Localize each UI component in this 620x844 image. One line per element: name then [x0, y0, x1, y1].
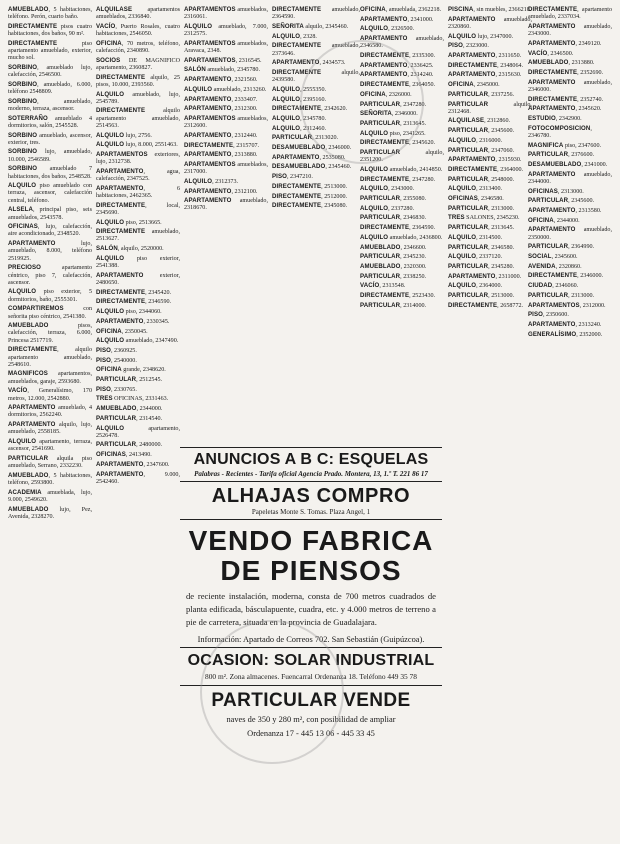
factory-ad-contact: Información: Apartado de Correos 702. San Sebastián (Guipúzcoa). [197, 635, 425, 644]
classified-ad: PARTICULAR, 2314000. [360, 301, 427, 309]
classified-ad: APARTAMENTO, 2341000. [360, 15, 434, 23]
classified-ad: DIRECTAMENTE, 2347280. [360, 175, 436, 183]
classified-ad: DIRECTAMENTE, 2352740. [528, 95, 604, 103]
classified-ad: PARTICULAR, 2480000. [96, 441, 163, 449]
classified-ad: ALQUILO, 2328. [272, 32, 317, 40]
classified-ad: OFICINAS, 2346580. [448, 195, 504, 203]
classified-ad: AMUEBLADO lujo, Pez, Avenida, 2328270. [8, 505, 92, 520]
particular-ad-contact: Ordenanza 17 - 445 13 06 - 445 33 45 [247, 729, 375, 738]
classified-ad: PARTICULAR, 2345280. [448, 262, 515, 270]
classified-ad: ALQUILO, 2345780. [272, 114, 327, 122]
classified-ad: SOTERRAÑO amueblado 4 dormitorios, salón, 2545528. [8, 114, 92, 129]
classified-ad: AMUEBLADO, 2344000. [96, 405, 163, 413]
classified-ad: ALQUILO piso exterior, 2541388. [96, 254, 180, 270]
classified-ad: DIRECTAMENTE alquilo, 25 pisos, 10.000, 2393560. [96, 73, 180, 88]
classified-ad: DIRECTAMENTE, 2346000. [528, 272, 604, 280]
classified-ad: PISO, 2323000. [448, 42, 489, 50]
classified-ad: OFICINA, 2344000. [528, 216, 580, 224]
classified-ad: ALQUILO lujo, 2756. [96, 131, 152, 139]
classified-ad: DIRECTAMENTE piso apartamento amueblado, exterior, mucho sol. [8, 39, 92, 62]
classified-ad: APARTAMENTO, 2321560. [184, 76, 258, 84]
classified-column-3 [184, 6, 268, 442]
classified-ad: APARTAMENTO exterior, 2480650. [96, 271, 180, 286]
classified-ad: APARTAMENTO amueblado, 2350000. [528, 226, 612, 241]
classified-ad: APARTAMENTO amueblado, 2346000. [528, 78, 612, 93]
classified-ad: DIRECTAMENTE, 2658772. [448, 301, 524, 309]
classified-ad: ALQUILO, 2312460. [272, 124, 327, 132]
classified-ad: DIRECTAMENTE, 2352690. [528, 68, 604, 76]
solar-ad-body: 800 m². Zona almacenes. Fuencarral Ordenanza 18. Teléfono 449 35 78 [205, 672, 417, 681]
classified-ad: DIRECTAMENTE alquilo apartamento amueblado, 2514563. [96, 107, 180, 129]
classified-ad: APARTAMENTO lujo, amueblado, 8.000, teléfono 2519925. [8, 240, 92, 262]
classified-ad: OFICINA, 70 metros, teléfono, calefacción, 2340890. [96, 39, 180, 55]
classified-ad: PARTICULAR, 2337256. [448, 90, 515, 98]
classified-ad: VACÍO, 2346500. [528, 49, 574, 57]
classified-ad: SORBINO, amueblado lujo, calefacción, 2546500. [8, 63, 92, 79]
classified-ad: DIRECTAMENTE, 2364050. [360, 81, 436, 89]
classified-ad: ALQUILO, 2316000. [448, 136, 503, 144]
classified-ad: PARTICULAR, 2364990. [528, 243, 595, 251]
classified-ad: APARTAMENTO, 2312440. [184, 131, 258, 139]
classified-ad: PARTICULAR, 2346830. [360, 214, 427, 222]
classified-ad: ALQUILO, 2326500. [360, 25, 415, 33]
classified-ad: APARTAMENTOS amueblados, 2312600. [184, 114, 268, 130]
jewels-ad-subtitle: Papeletas Monte S. Tomas. Plaza Angel, 1 [251, 508, 371, 516]
particular-ad-body: naves de 350 y 280 m², con posibilidad de ampliar [226, 715, 396, 724]
classified-ad: DIRECTAMENTE amueblado, 2513627. [96, 228, 180, 243]
classified-ad: DIRECTAMENTE pisos cuatro habitaciones, dos baños, 90 m². [8, 22, 92, 38]
classified-ad: ALQUILO piso, 2341265. [360, 129, 426, 137]
classified-ad: APARTAMENTO, 2434573. [272, 59, 346, 67]
classified-ad: APARTAMENTO amueblado, 2346580. [360, 35, 444, 50]
classified-ad: VACÍO, Puerto Rosales, cuatro habitaciones, 2546050. [96, 22, 180, 38]
classified-ad: ALQUILO, 2555350. [272, 85, 327, 93]
classified-ad: PARTICULAR, 2313645. [448, 224, 515, 232]
classified-ad: ALQUILO, 2314500. [448, 233, 503, 241]
classified-ad: ALQUILO, 2343000. [360, 185, 415, 193]
classified-ad: APARTAMENTO, 2349120. [528, 39, 602, 47]
classified-ad: ALQUILASE, 2312860. [448, 117, 511, 125]
classified-ad: APARTAMENTO, 2330345. [96, 317, 170, 325]
watermark-stamp [200, 620, 344, 764]
classified-ad: COMPARTIREMOS con señorita piso céntrico, 2541380. [8, 305, 92, 320]
classified-ad: APARTAMENTOS amueblados, 2317000. [184, 160, 268, 176]
classified-ad: OFICINAS, 2313000. [528, 187, 584, 195]
classified-ad: DIRECTAMENTE, 2345420. [96, 288, 172, 296]
classified-ad: ALQUILO amueblado, 2436800. [360, 233, 443, 241]
classified-ad: DIRECTAMENTE, 2364590. [360, 224, 436, 232]
classified-ad: ALQUILASE apartamentos amueblados, 2336840. [96, 6, 180, 21]
classified-ad: DIRECTAMENTE, 2346590. [96, 298, 172, 306]
classified-ad: ALQUILO amueblado, lujo, 2545789. [96, 90, 180, 105]
classified-ad: TRES SALONES, 2345230. [448, 214, 520, 222]
classified-ad: PARTICULAR, 2313000. [528, 291, 595, 299]
classified-ad: APARTAMENTO, 2313240. [528, 320, 602, 328]
classified-ad: SORBINO, amueblado, moderno, terraza, ascensor. [8, 97, 92, 112]
classified-ad: APARTAMENTO, 2535080. [272, 153, 346, 161]
classified-ad: OFICINA grande, 2348620. [96, 366, 166, 374]
classified-ad: ALQUILO piso, 2513665. [96, 218, 162, 226]
classified-ad: PISO, 2330765. [96, 385, 137, 393]
classified-ad: APARTAMENTO, 9.000, 2542460. [96, 470, 180, 485]
classified-ad: DIRECTAMENTE, 2364000. [448, 165, 524, 173]
classified-ad: SOCIOS DE MAGNIFICO apartamento, 2360827. [96, 56, 180, 71]
classified-ad: ALSELA, principal piso, seis amueblados, 2543578. [8, 206, 92, 221]
classified-ad: ALQUILO, 2337120. [448, 253, 503, 261]
classified-ad: PARTICULAR, 2338250. [360, 272, 427, 280]
classified-ad: APARTAMENTOS amueblados, Aravaca, 2348. [184, 39, 268, 55]
classified-ad: APARTAMENTO, agua, calefacción, 2347525. [96, 167, 180, 183]
classified-ad: DIRECTAMENTE, 2513000. [272, 182, 348, 190]
classified-ad: AMUEBLADO, 5 habitaciones, teléfono, 2593800. [8, 471, 92, 487]
classified-ad: PARTICULAR, 2512545. [96, 376, 163, 384]
classified-ad: PARTICULAR, 2346580. [448, 243, 515, 251]
classified-ad: DIRECTAMENTE, alquilo apartamento amueblado, 2548610. [8, 346, 92, 368]
classified-ad: OFICINA, 2345000. [448, 81, 500, 89]
classified-ad: MAGNIFICOS apartamentos, amueblados, garaje, 2593680. [8, 370, 92, 385]
classified-ad: ALQUILO, 2337280. [360, 204, 415, 212]
classified-ad: AMUEBLADO, 5 habitaciones, teléfono. Perón, cuarto baño. [8, 6, 92, 21]
classified-ad: ALQUILO, 2395160. [272, 95, 327, 103]
classified-ad: APARTAMENTO, 2345620. [528, 105, 602, 113]
classified-ad: AMUEBLADO, 2320300. [360, 262, 427, 270]
classified-ad: ALQUILO, 2312373. [184, 177, 239, 185]
classified-ad: AVENIDA, 2320860. [528, 262, 582, 270]
classified-ad: DIRECTAMENTE, 2335300. [360, 52, 436, 60]
classified-ad: APARTAMENTO amueblado, 2320860. [448, 15, 532, 30]
classified-ad: DIRECTAMENTE amueblado, 2373646. [272, 42, 360, 57]
classified-ad: ALQUILO apartamento, 2526478. [96, 424, 180, 439]
classified-ad: DIRECTAMENTE, local, 2345690. [96, 201, 180, 216]
classified-ad: PISO, 2350600. [528, 311, 569, 319]
classified-ad: APARTAMENTO, 2314240. [360, 71, 434, 79]
factory-ad-body: de reciente instalación, moderna, consta de 700 metros cuadrados de planta edificada, básculapuente, cuadra, etc. y 4.000 metros de terreno a pie de carretera, situada en la provincia de Guadalajara. [186, 591, 436, 627]
abc-ad-title: ANUNCIOS A B C: ESQUELAS [193, 451, 429, 468]
classified-ad: SORBINO amueblado 7 habitaciones, dos baños, 2548528. [8, 165, 92, 180]
classified-ad: PISO, 2360925. [96, 346, 137, 354]
classified-ad: PARTICULAR, 2314540. [96, 414, 163, 422]
classified-ad: APARTAMENTO amueblado, 4 dormitorios, 2562240. [8, 404, 92, 419]
classified-ad: DIRECTAMENTE, 2315707. [184, 141, 260, 149]
classified-ad: PARTICULAR, 2347280. [360, 100, 427, 108]
classified-ad: PISO, 2540000. [96, 356, 137, 364]
classified-ad: DESAMUEBLADO, 2346000. [272, 144, 352, 152]
classified-ad: ALQUILO amueblado, 7.000, 2312575. [184, 22, 268, 38]
classified-ad: APARTAMENTO, 2313880. [184, 151, 258, 159]
classified-ad: PARTICULAR, 2345600. [528, 197, 595, 205]
factory-ad-title: VENDO FABRICA DE PIENSOS [188, 525, 434, 586]
classified-ad: PARTICULAR, 2313020. [272, 134, 339, 142]
classified-ad: OFICINA, 2326000. [360, 90, 412, 98]
classified-ad: APARTAMENTO, 2312300. [184, 105, 258, 113]
classified-ad: PARTICULAR, 2313645. [360, 119, 427, 127]
classified-ad: DESAMUEBLADO, 2341000. [528, 160, 608, 168]
classified-ad: APARTAMENTO alquilo, lujo, amueblado, 2558185. [8, 421, 92, 436]
classified-ad: APARTAMENTO amueblado, 2343000. [528, 22, 612, 38]
classified-column-2 [96, 6, 180, 838]
classified-ad: ALQUILO piso amueblado con terraza, ascensor, calefacción central, teléfono. [8, 182, 92, 204]
classified-ad: SALÓN, alquilo, 2520000. [96, 245, 164, 253]
classified-ad: ALQUILO piso, 2344060. [96, 308, 162, 316]
classified-ad: OFICINAS, 2413490. [96, 451, 152, 459]
classified-ad: SEÑORITA, 2346000. [360, 110, 418, 118]
classified-ad: PARTICULAR alquilo, 2312468. [448, 100, 532, 115]
classified-ad: APARTAMENTO, 2347600. [96, 460, 170, 468]
classified-ad: MAGNIFICA piso, 2347600. [528, 141, 602, 149]
classified-ad: PARTICULAR, 2313000. [448, 204, 515, 212]
classified-ad: APARTAMENTO, 2311650. [448, 52, 522, 60]
classified-ad: AMUEBLADO, 2313880. [528, 59, 595, 67]
classified-ad: ALQUILO amueblado, 2414850. [360, 165, 443, 173]
classified-ad: APARTAMENTO, 2315630. [448, 71, 522, 79]
watermark-stamp [300, 40, 424, 164]
classified-ad: PRECIOSO apartamento céntrico, piso 7, calefacción, ascensor. [8, 264, 92, 286]
classified-ad: ESTUDIO, 2342900. [528, 114, 582, 122]
classified-ad: ALQUILO apartamento, terraza, ascensor, 2541690. [8, 438, 92, 453]
classified-ad: CIUDAD, 2346060. [528, 282, 579, 290]
classified-ad: DIRECTAMENTE, 2512000. [272, 192, 348, 200]
classified-ad: DIRECTAMENTE alquilo, 2439580. [272, 68, 360, 84]
classified-ad: PARTICULAR alquila piso amueblado, Serrano, 2332230. [8, 454, 92, 470]
solar-ad-title: OCASION: SOLAR INDUSTRIAL [187, 652, 435, 669]
classified-ad: VACÍO, 2313548. [360, 282, 406, 290]
classified-ad: PARTICULAR, 2548000. [448, 175, 515, 183]
classified-ad: GENERALÍSIMO, 2352000. [528, 330, 603, 338]
classified-ad: SEÑORITA alquilo, 2345460. [272, 22, 349, 30]
classified-ad: DIRECTAMENTE amueblado, 2364590. [272, 6, 360, 21]
classified-ad: ALQUILO lujo, 2347000. [448, 32, 514, 40]
classified-ad: APARTAMENTO, 2336425. [360, 61, 434, 69]
classified-ad: APARTAMENTO, 2315930. [448, 156, 522, 164]
classified-ad: SALÓN amueblado, 2345780. [184, 66, 260, 74]
classified-ad: ALQUILO lujo, 8.000, 2551463. [96, 141, 178, 149]
classified-ad: ALQUILO amueblado, 2347490. [96, 337, 179, 345]
classified-ad: TRES OFICINAS, 2331463. [96, 395, 169, 403]
particular-ad-title: PARTICULAR VENDE [211, 690, 411, 711]
classified-column-1 [8, 6, 92, 838]
classified-ad: PARTICULAR, 2345600. [448, 127, 515, 135]
classified-ad: APARTAMENTO amueblado, 2318670. [184, 197, 268, 212]
classified-ad: APARTAMENTO, 2311000. [448, 272, 522, 280]
abc-ad-subtitle: Palabras - Recientes - Tarifa oficial Agencia Prado. Montera, 13, 1.º T. 221 86 17 [194, 470, 428, 478]
classified-ad: APARTAMENTO, 2312100. [184, 187, 258, 195]
classified-column-7 [528, 6, 612, 838]
classified-ad: APARTAMENTO amueblado, 2344000. [528, 170, 612, 185]
classified-ad: ALQUILO piso exterior, 5 dormitorios, baño, 2555301. [8, 288, 92, 303]
classified-ad: ALQUILO amueblado, 2313260. [184, 85, 267, 93]
classified-ad: DIRECTAMENTE, apartamento amueblado, 2337034. [528, 6, 612, 21]
classified-ad: DIRECTAMENTE, 2348064. [448, 61, 524, 69]
classified-ad: PARTICULAR, 2345230. [360, 253, 427, 261]
classified-ad: APARTAMENTOS amueblados, 2316061. [184, 6, 268, 21]
classified-ad: ALQUILO, 2364000. [448, 282, 503, 290]
classified-ad: APARTAMENTO, 6 habitaciones, 2462365. [96, 184, 180, 199]
classified-ad: PARTICULAR, 2355080. [360, 195, 427, 203]
classified-ad: ACADEMIA amueblada, lujo, 9.000, 2549620. [8, 488, 92, 503]
classified-ad: PISCINA, sin muebles, 2366218. [448, 6, 532, 13]
classified-ad: PARTICULAR, 2513000. [448, 292, 515, 300]
classified-ad: DIRECTAMENTE, 2523430. [360, 292, 436, 300]
classified-ad: DIRECTAMENTE, 2345080. [272, 202, 348, 210]
jewels-ad-title: ALHAJAS COMPRO [211, 485, 411, 507]
classified-ad: ALQUILO, 2313400. [448, 185, 503, 193]
classified-ad: VACÍO, Generalísimo, 170 metros, 12.000, 2542880. [8, 387, 92, 402]
classified-ad: OFICINA, amueblada, 2362218. [360, 6, 442, 13]
classified-ad: SOCIAL, 2345600. [528, 252, 578, 260]
classified-ad: AMUEBLADO pisos, calefacción, terraza, 6.000, Princesa 2517719. [8, 322, 92, 344]
classified-ad: APARTAMENTOS exteriores, lujo, 2312738. [96, 150, 180, 166]
classified-ad: FOTOCOMPOSICION, 2346780. [528, 124, 592, 139]
classified-column-6 [448, 6, 532, 838]
classified-ad: PISO, 2347210. [272, 173, 313, 181]
classified-ad: SORBINO, amueblado, 6.000, teléfono 2548809. [8, 80, 92, 96]
classified-ad: PARTICULAR, 2376600. [528, 151, 595, 159]
classified-ad: APARTAMENTOS, 2312000. [528, 301, 606, 309]
classified-ad: APARTAMENTOS, 2316545. [184, 56, 262, 64]
classified-ad: SORBINO amueblado, ascensor, exterior, tres. [8, 131, 92, 146]
classified-ad: DESAMUEBLADO, 2345460. [272, 163, 352, 171]
classified-ad: PARTICULAR, 2347060. [448, 146, 515, 154]
classified-ad: OFICINA, 2350045. [96, 327, 148, 335]
classified-ad: APARTAMENTO, 2333407. [184, 95, 258, 103]
classified-ad: DIRECTAMENTE, 2345620. [360, 139, 436, 147]
classified-ad: OFICINAS, lujo, calefacción, aire acondicionado, 2348520. [8, 223, 92, 238]
classified-ad: PARTICULAR alquilo, 2351200. [360, 149, 444, 164]
classified-ad: DIRECTAMENTE, 2342620. [272, 105, 348, 113]
classified-ad: SORBINO lujo, amueblado, 10.000, 2546589. [8, 148, 92, 163]
classified-ad: APARTAMENTO, 2313580. [528, 206, 602, 214]
classified-ad: AMUEBLADO, 2346600. [360, 243, 427, 251]
